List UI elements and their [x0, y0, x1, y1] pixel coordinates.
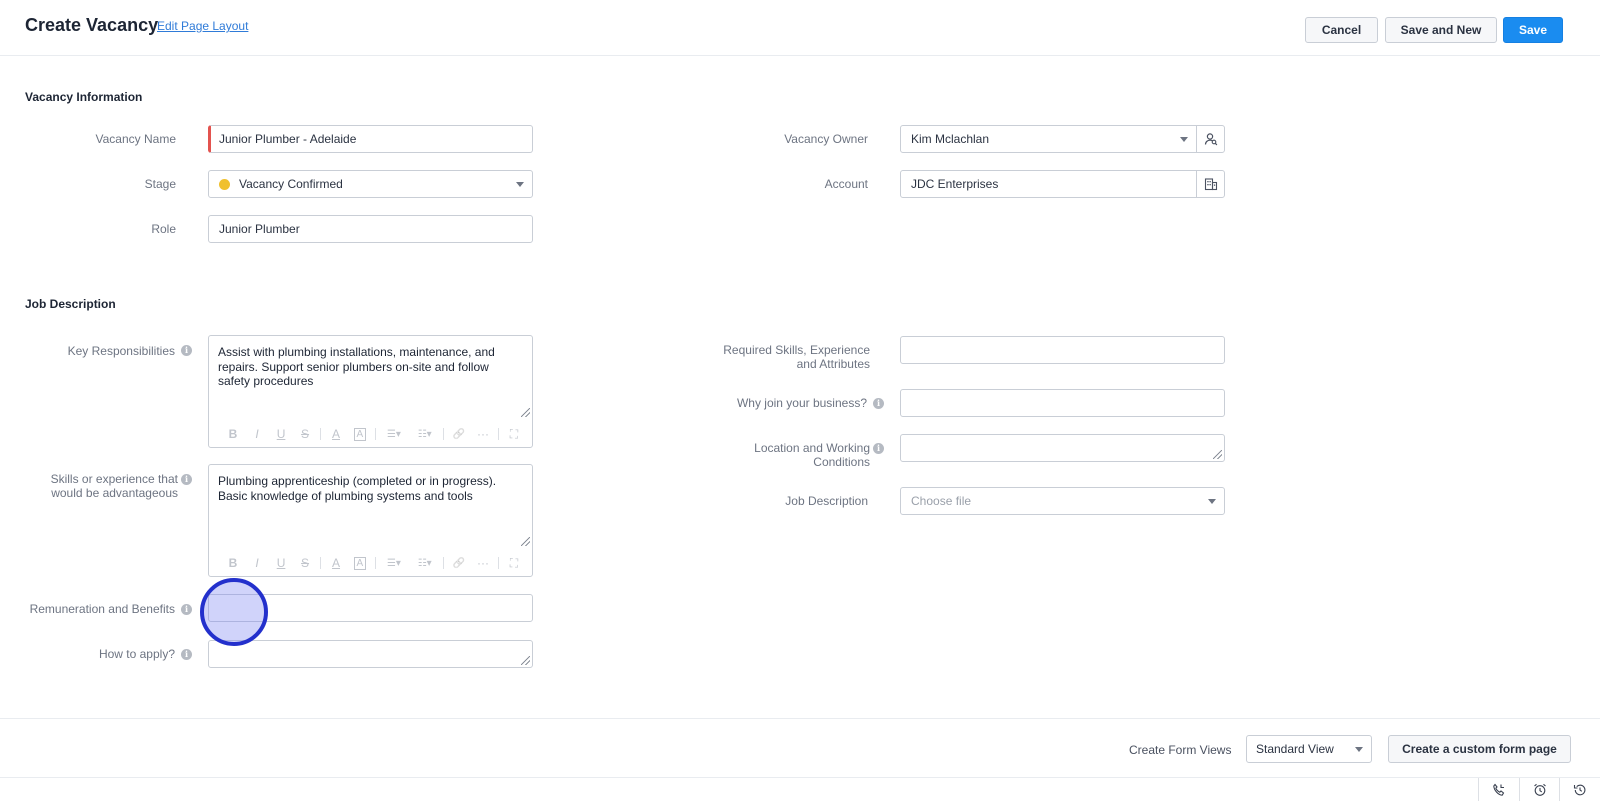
vacancy-owner-select[interactable] — [900, 125, 1225, 153]
numbered-list-icon[interactable]: ☷▾ — [417, 428, 432, 440]
account-label: Account — [824, 177, 868, 191]
bulleted-list-icon[interactable]: ☰▾ — [386, 428, 401, 440]
stage-label: Stage — [144, 177, 176, 191]
vacancy-owner-value: Kim Mclachlan — [911, 132, 990, 146]
skills-editor[interactable] — [208, 464, 533, 577]
form-view-value: Standard View — [1256, 742, 1334, 756]
link-icon[interactable]: 🔗 — [452, 557, 466, 569]
toolbar-divider — [443, 428, 444, 440]
toolbar-divider — [498, 428, 499, 440]
bold-icon[interactable]: B — [228, 427, 238, 441]
bottom-utility-bar — [1478, 778, 1600, 801]
toolbar-divider — [375, 557, 376, 569]
user-lookup-icon[interactable] — [1196, 126, 1224, 152]
remuneration-label: Remuneration and Benefits — [29, 602, 175, 616]
job-description-file-select[interactable] — [900, 487, 1225, 515]
fullscreen-icon[interactable]: ⛶ — [509, 426, 519, 441]
numbered-list-icon[interactable]: ☷▾ — [417, 557, 432, 569]
history-icon[interactable] — [1559, 778, 1600, 801]
skills-text[interactable]: Plumbing apprenticeship (completed or in progress). Basic knowledge of plumbing systems and tools — [218, 474, 497, 503]
edit-page-layout-link[interactable]: Edit Page Layout — [157, 19, 249, 33]
page-title: Create Vacancy — [25, 15, 159, 35]
key-responsibilities-text[interactable]: Assist with plumbing installations, maintenance, and repairs. Support senior plumbers on-site and follow safety procedures — [218, 345, 495, 388]
how-to-apply-input[interactable] — [208, 640, 533, 668]
vacancy-owner-label: Vacancy Owner — [784, 132, 868, 146]
rich-text-toolbar — [221, 554, 526, 572]
bulleted-list-icon[interactable]: ☰▾ — [386, 557, 401, 569]
italic-icon[interactable]: I — [255, 556, 259, 570]
vacancy-name-value: Junior Plumber - Adelaide — [219, 132, 357, 146]
font-color-icon[interactable]: A — [332, 556, 341, 570]
info-icon[interactable]: i — [181, 474, 192, 485]
toolbar-divider — [443, 557, 444, 569]
chevron-down-icon — [1180, 137, 1188, 142]
toolbar-divider — [320, 557, 321, 569]
italic-icon[interactable]: I — [255, 427, 259, 441]
resize-handle-icon[interactable] — [521, 408, 530, 417]
font-color-icon[interactable]: A — [332, 427, 341, 441]
how-to-apply-label: How to apply? — [98, 647, 175, 661]
vacancy-information-heading: Vacancy Information — [25, 90, 143, 104]
cancel-button[interactable]: Cancel — [1305, 17, 1378, 43]
why-join-label: Why join your business? — [736, 396, 867, 410]
strikethrough-icon[interactable]: S — [301, 427, 310, 441]
toolbar-divider — [375, 428, 376, 440]
role-label: Role — [151, 222, 176, 236]
underline-icon[interactable]: U — [276, 556, 286, 570]
location-input[interactable] — [900, 434, 1225, 462]
resize-handle-icon[interactable] — [1213, 450, 1222, 459]
resize-handle-icon[interactable] — [521, 656, 530, 665]
job-description-label: Job Description — [785, 494, 868, 508]
location-label: Location and Working Conditions — [754, 441, 870, 469]
save-and-new-button[interactable]: Save and New — [1385, 17, 1497, 43]
account-lookup-icon[interactable] — [1196, 171, 1224, 197]
role-value: Junior Plumber — [219, 222, 300, 236]
form-footer — [0, 718, 1600, 778]
highlight-icon[interactable]: A — [354, 557, 366, 570]
stage-value: Vacancy Confirmed — [239, 177, 343, 191]
vacancy-name-input[interactable] — [208, 125, 533, 153]
toolbar-divider — [320, 428, 321, 440]
info-icon[interactable]: i — [181, 604, 192, 615]
skills-label: Skills or experience that would be advantageous — [50, 472, 178, 500]
key-responsibilities-label: Key Responsibilities — [67, 344, 175, 358]
resize-handle-icon[interactable] — [521, 537, 530, 546]
info-icon[interactable]: i — [181, 345, 192, 356]
alarm-clock-icon[interactable] — [1519, 778, 1560, 801]
create-custom-form-button[interactable]: Create a custom form page — [1388, 735, 1571, 763]
stage-select[interactable] — [208, 170, 533, 198]
why-join-input[interactable] — [900, 389, 1225, 417]
bold-icon[interactable]: B — [228, 556, 238, 570]
stage-status-dot — [219, 179, 230, 190]
underline-icon[interactable]: U — [276, 427, 286, 441]
call-log-icon[interactable] — [1478, 778, 1519, 801]
link-icon[interactable]: 🔗 — [452, 428, 466, 440]
chevron-down-icon — [516, 182, 524, 187]
form-view-select[interactable] — [1246, 735, 1372, 763]
info-icon[interactable]: i — [181, 649, 192, 660]
key-responsibilities-editor[interactable] — [208, 335, 533, 448]
fullscreen-icon[interactable]: ⛶ — [509, 555, 519, 570]
rich-text-toolbar — [221, 425, 526, 443]
create-form-views-label: Create Form Views — [1129, 743, 1232, 757]
account-input[interactable] — [900, 170, 1225, 198]
role-input[interactable] — [208, 215, 533, 243]
page-header — [0, 0, 1600, 56]
account-value: JDC Enterprises — [911, 177, 999, 191]
info-icon[interactable]: i — [873, 443, 884, 454]
info-icon[interactable]: i — [873, 398, 884, 409]
more-icon[interactable]: ··· — [477, 427, 490, 441]
more-icon[interactable]: ··· — [477, 556, 490, 570]
chevron-down-icon — [1355, 747, 1363, 752]
choose-file-placeholder: Choose file — [911, 494, 972, 508]
save-button[interactable]: Save — [1503, 17, 1563, 43]
strikethrough-icon[interactable]: S — [301, 556, 310, 570]
chevron-down-icon — [1208, 499, 1216, 504]
toolbar-divider — [498, 557, 499, 569]
click-indicator — [200, 578, 268, 646]
job-description-heading: Job Description — [25, 297, 116, 311]
highlight-icon[interactable]: A — [354, 428, 366, 441]
required-skills-input[interactable] — [900, 336, 1225, 364]
vacancy-name-label: Vacancy Name — [95, 132, 176, 146]
required-skills-label: Required Skills, Experience and Attributes — [723, 343, 870, 371]
